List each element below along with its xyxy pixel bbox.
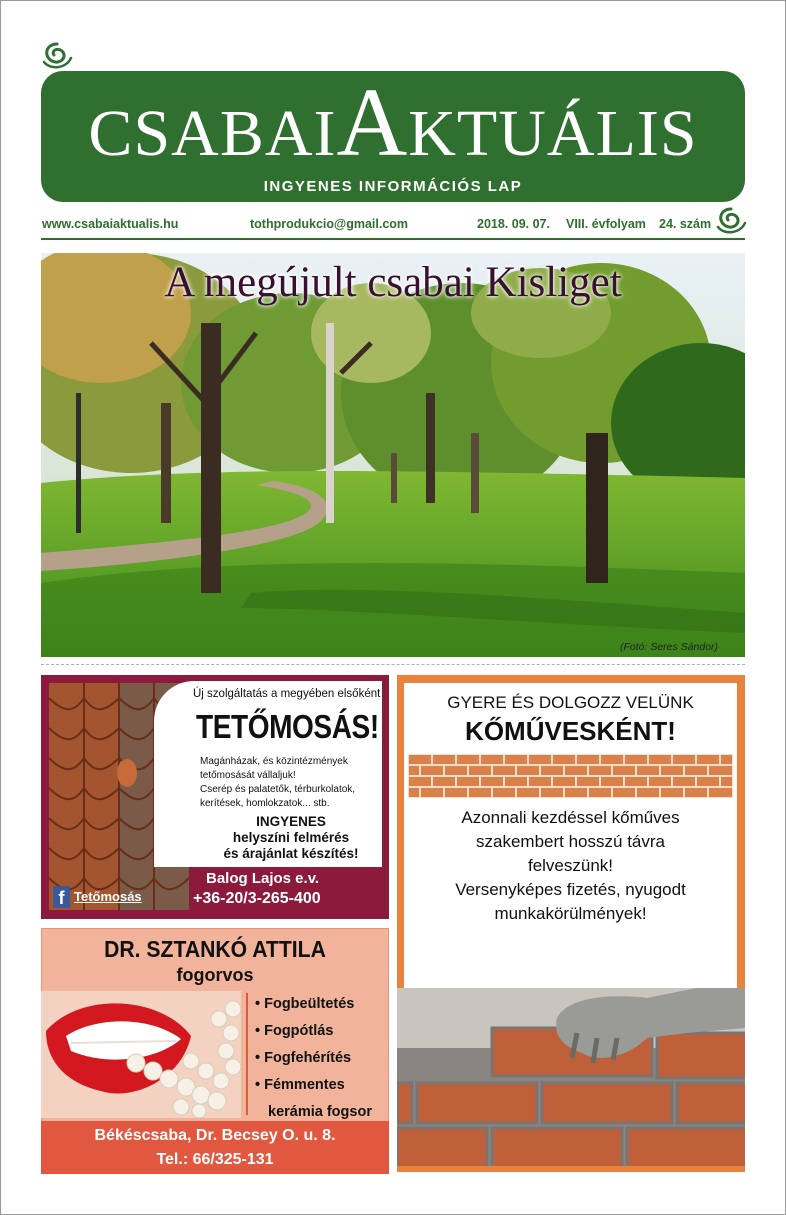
dentist-address: Békéscsaba, Dr. Becsey O. u. 8. xyxy=(94,1127,336,1144)
facebook-icon[interactable]: f xyxy=(53,886,70,908)
smile-pearls-image xyxy=(41,991,241,1118)
roof-free-offer xyxy=(198,814,384,862)
bricklayer-line1: GYERE ÉS DOLGOZZ VELÜNK xyxy=(447,693,694,712)
roof-body-line: Cserép és palatetők, térburkolatok, xyxy=(200,784,356,795)
bricklayer-cta-line: Időpont egyeztetés a xyxy=(484,937,658,957)
dentist-phone[interactable]: Tel.: 66/325-131 xyxy=(156,1151,274,1168)
swirl-logo-icon xyxy=(714,205,748,235)
brick-wall-strip xyxy=(408,754,733,798)
title-part2: KTUÁLIS xyxy=(408,97,698,170)
email-link[interactable]: tothprodukcio@gmail.com xyxy=(250,217,409,231)
bricklayer-body xyxy=(404,806,737,926)
roof-body-line: tetőmosását vállaljuk! xyxy=(200,770,296,781)
website-link[interactable]: www.csabaiaktualis.hu xyxy=(42,217,179,231)
bricklayer-body-line: felveszünk! xyxy=(527,856,614,875)
section-divider xyxy=(41,664,745,665)
title-part1: CSABAI xyxy=(88,97,337,170)
bricklayer-body-line: Azonnali kezdéssel kőműves xyxy=(461,808,680,827)
service-label: kerámia fogsor xyxy=(268,1104,372,1120)
swirl-logo-icon xyxy=(40,40,74,70)
roof-free-line: és árajánlat készítés! xyxy=(223,846,359,861)
bricklayer-phone[interactable]: 06-70/627-9300-es számon! xyxy=(458,962,684,982)
service-item: • Fogfehérítés xyxy=(255,1050,352,1066)
newspaper-subtitle: INGYENES INFORMÁCIÓS LAP xyxy=(263,178,523,195)
bricklaying-photo xyxy=(397,988,745,1166)
newspaper-title xyxy=(41,69,745,177)
service-item: • Fogpótlás xyxy=(255,1023,334,1039)
dentist-profession: fogorvos xyxy=(176,965,254,985)
header-rule xyxy=(41,238,745,240)
bricklayer-cta xyxy=(397,935,745,985)
dentist-divider xyxy=(246,993,248,1115)
issue-date: 2018. 09. 07. xyxy=(477,217,550,231)
roof-body xyxy=(200,755,355,811)
roof-body-line: kerítések, homlokzatok... stb. xyxy=(200,798,330,809)
issue-number: 24. szám xyxy=(659,217,712,231)
service-label: Fogfehérítés xyxy=(264,1050,352,1066)
roof-free-line: INGYENES xyxy=(256,814,326,829)
service-label: Fogbeültetés xyxy=(264,996,355,1012)
bricklayer-heading: KŐMŰVESKÉNT! xyxy=(465,716,676,746)
roof-heading: TETŐMOSÁS! xyxy=(196,708,379,745)
title-capital: A xyxy=(336,69,409,177)
service-label: Fogpótlás xyxy=(264,1023,334,1039)
dentist-services xyxy=(255,991,372,1126)
roof-phone[interactable]: +36-20/3-265-400 xyxy=(193,890,321,907)
facebook-page-link[interactable]: Tetőmosás xyxy=(74,889,142,904)
photo-credit: (Fotó: Seres Sándor) xyxy=(620,641,719,653)
volume: VIII. évfolyam xyxy=(566,217,646,231)
dentist-name: DR. SZTANKÓ ATTILA xyxy=(104,936,326,962)
cover-headline: A megújult csabai Kisliget xyxy=(164,259,622,306)
service-item: • Fémmentes xyxy=(255,1077,345,1093)
park-photo xyxy=(41,253,745,657)
bricklayer-body-line: munkakörülmények! xyxy=(494,904,647,923)
bricklayer-body-line: Versenyképes fizetés, nyugodt xyxy=(455,880,686,899)
roof-body-line: Magánházak, és közintézmények xyxy=(200,756,348,767)
roof-company: Balog Lajos e.v. xyxy=(206,870,320,887)
bricklayer-body-line: szakembert hosszú távra xyxy=(476,832,665,851)
service-item: • Fogbeültetés xyxy=(255,996,355,1012)
roof-free-line: helyszíni felmérés xyxy=(232,830,350,845)
roof-intro: Új szolgáltatás a megyében elsőként xyxy=(193,688,381,700)
service-label: Fémmentes xyxy=(264,1077,345,1093)
